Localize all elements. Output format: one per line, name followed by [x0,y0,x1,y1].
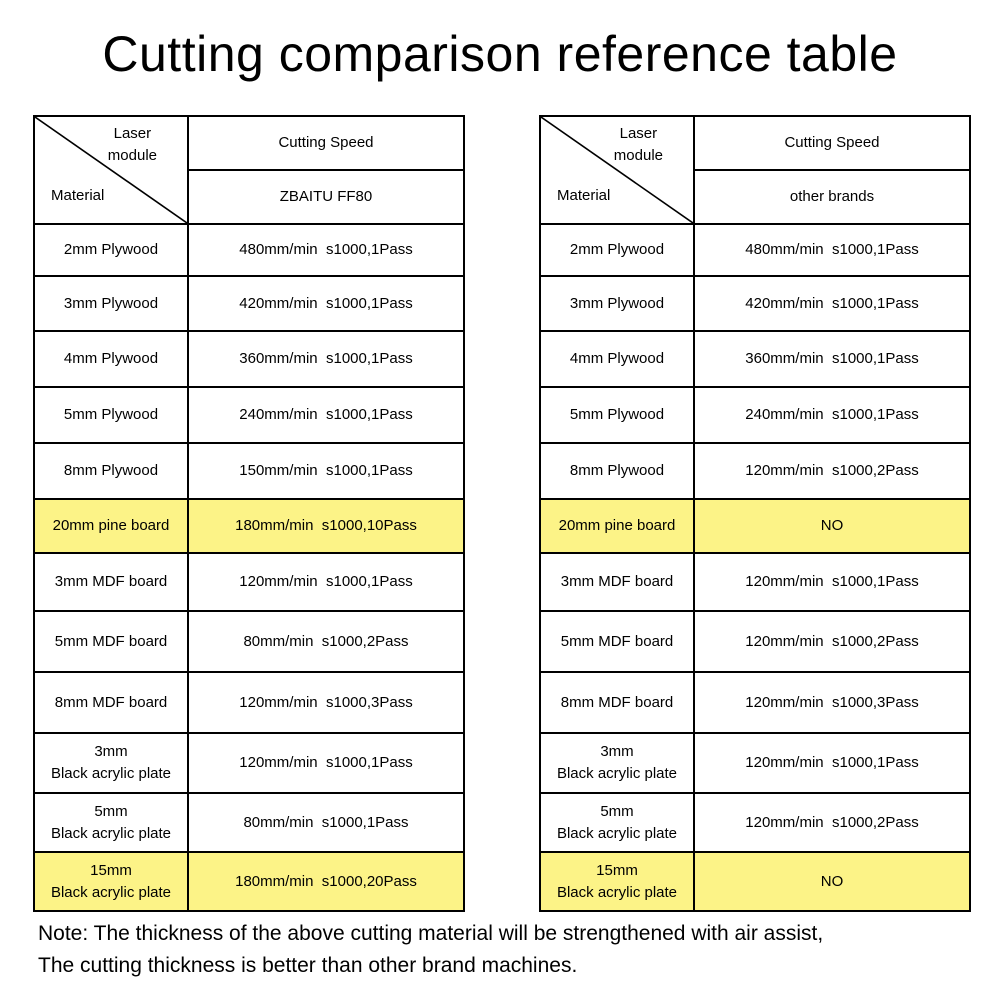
material-name: 4mm Plywood [569,350,665,367]
material-cell [540,852,694,911]
speed-cell: 120mm/min s1000,2Pass [694,793,970,852]
cutting-speed-header: Cutting Speed [694,116,970,170]
table-row [540,387,970,443]
material-name: Black acrylic plate [556,883,678,901]
table-row-highlighted [34,499,464,553]
laser-module-label [614,123,663,167]
speed-cell: 120mm/min s1000,1Pass [188,733,464,793]
brand-header: ZBAITU FF80 [188,170,464,224]
material-name: Black acrylic plate [50,824,172,842]
table-row-highlighted [540,499,970,553]
material-name: 8mm Plywood [569,462,665,479]
table-row [540,672,970,733]
speed-cell: 480mm/min s1000,1Pass [694,224,970,276]
material-thickness: 15mm [90,861,132,879]
material-name: 8mm Plywood [63,462,159,479]
material-cell [34,331,188,387]
table-row [540,553,970,611]
material-name: 5mm MDF board [54,632,168,650]
table-row [34,331,464,387]
material-name: 3mm MDF board [560,573,674,590]
material-cell [34,672,188,733]
material-cell [34,387,188,443]
table-row [34,611,464,672]
material-thickness: 3mm [94,743,128,760]
material-cell [34,611,188,672]
material-cell [540,387,694,443]
note-line-2: The cutting thickness is better than other brand machines. [38,954,578,977]
material-name: Black acrylic plate [50,765,172,782]
material-name: 5mm MDF board [560,632,674,650]
diagonal-header-cell [34,116,188,224]
table-row [34,553,464,611]
material-name: 8mm MDF board [560,693,674,711]
material-cell [540,331,694,387]
speed-cell: 80mm/min s1000,1Pass [188,793,464,852]
module-label: module [107,147,157,164]
material-cell [34,733,188,793]
material-cell [540,793,694,852]
speed-cell: 360mm/min s1000,1Pass [694,331,970,387]
table-row [540,331,970,387]
table-row [34,672,464,733]
material-name: 20mm pine board [52,517,170,534]
material-name: Black acrylic plate [50,883,172,901]
speed-cell: 120mm/min s1000,2Pass [694,611,970,672]
laser-label: Laser [619,125,658,142]
material-cell [540,733,694,793]
comparison-table-zbaitu [33,115,465,912]
material-cell [34,553,188,611]
footer-note [38,918,823,982]
table-row [34,276,464,331]
material-name: Black acrylic plate [556,824,678,842]
material-name: Black acrylic plate [556,765,678,782]
speed-cell: NO [694,852,970,911]
speed-cell: 180mm/min s1000,10Pass [188,499,464,553]
cutting-speed-header: Cutting Speed [188,116,464,170]
material-cell [34,499,188,553]
page-title: Cutting comparison reference table [102,26,898,82]
material-name: 20mm pine board [558,517,676,534]
speed-cell: 120mm/min s1000,1Pass [188,553,464,611]
table-row [540,276,970,331]
speed-cell: 240mm/min s1000,1Pass [694,387,970,443]
speed-cell: NO [694,499,970,553]
material-name: 2mm Plywood [569,241,665,258]
speed-cell: 180mm/min s1000,20Pass [188,852,464,911]
note-line-1: Note: The thickness of the above cutting material will be strengthened with air assist, [38,922,824,945]
material-name: 4mm Plywood [63,350,159,367]
material-name: 8mm MDF board [54,693,168,711]
speed-cell: 80mm/min s1000,2Pass [188,611,464,672]
brand-header: other brands [694,170,970,224]
material-thickness: 5mm [600,802,634,820]
speed-cell: 120mm/min s1000,1Pass [694,553,970,611]
speed-cell: 480mm/min s1000,1Pass [188,224,464,276]
table-row [34,793,464,852]
material-cell [540,553,694,611]
speed-cell: 120mm/min s1000,1Pass [694,733,970,793]
material-cell [540,611,694,672]
material-label: Material [51,187,105,204]
material-cell [34,852,188,911]
material-name: 3mm Plywood [569,294,665,312]
speed-cell: 150mm/min s1000,1Pass [188,443,464,499]
laser-module-label [108,123,157,167]
speed-cell: 120mm/min s1000,2Pass [694,443,970,499]
material-cell [34,793,188,852]
material-name: 3mm Plywood [63,294,159,312]
module-label: module [613,147,663,164]
speed-cell: 120mm/min s1000,3Pass [188,672,464,733]
table-row-highlighted [34,852,464,911]
table-row [34,733,464,793]
speed-cell: 420mm/min s1000,1Pass [694,276,970,331]
table-row [34,387,464,443]
material-thickness: 5mm [94,802,128,820]
comparison-table-other-brands [539,115,971,912]
material-label: Material [557,187,611,204]
material-cell [540,672,694,733]
material-cell [34,276,188,331]
speed-cell: 360mm/min s1000,1Pass [188,331,464,387]
table-row [540,611,970,672]
material-name: 2mm Plywood [63,241,159,258]
table-row [540,224,970,276]
speed-cell: 120mm/min s1000,3Pass [694,672,970,733]
material-name: 5mm Plywood [569,406,665,423]
material-name: 5mm Plywood [63,406,159,423]
laser-label: Laser [113,125,152,142]
material-cell [540,276,694,331]
material-thickness: 15mm [596,861,638,879]
material-name: 3mm MDF board [54,573,168,590]
material-cell [540,499,694,553]
table-row-highlighted [540,852,970,911]
table-row [540,733,970,793]
table-row [540,793,970,852]
material-thickness: 3mm [600,743,634,760]
material-cell [34,443,188,499]
material-cell [540,224,694,276]
table-row [34,443,464,499]
speed-cell: 240mm/min s1000,1Pass [188,387,464,443]
material-cell [540,443,694,499]
diagonal-header-cell [540,116,694,224]
material-cell [34,224,188,276]
table-row [34,224,464,276]
speed-cell: 420mm/min s1000,1Pass [188,276,464,331]
table-row [540,443,970,499]
